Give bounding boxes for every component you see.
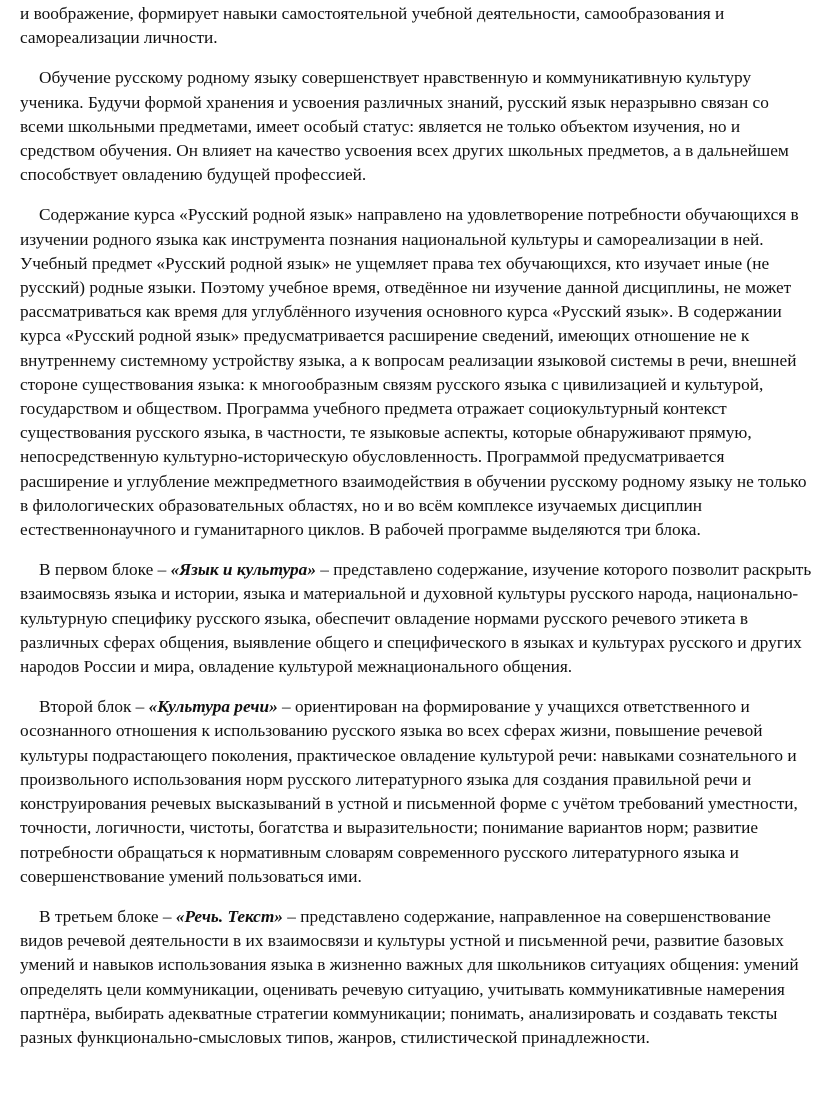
paragraph-block-one [20, 558, 812, 679]
block-two-text: – ориентирован на формирование у учащихся ответственного и осознанного отношения к использованию русского языка во всех сферах жизни, повышение речевой культуры подрастающего поколения, практическое овладение культурой речи: навыками сознательного и произвольного использования норм русского литературного языка для создания правильной речи и конструирования речевых высказываний в устной и письменной форме с учётом требований уместности, точности, логичности, чистоты, богатства и выразительности; понимание вариантов норм; развитие потребности обращаться к нормативным словарям современного русского литературного языка и совершенствование умений пользоваться ими. [20, 697, 798, 886]
document-page [20, 2, 812, 1050]
block-one-title: «Язык и культура» [170, 560, 316, 580]
block-three-intro: В третьем блоке – [39, 906, 176, 926]
block-three-title: «Речь. Текст» [175, 906, 283, 926]
paragraph-block-three [20, 905, 812, 1050]
block-one-text: – представлено содержание, изучение которого позволит раскрыть взаимосвязь языка и истории, языка и материальной и духовной культуры русского народа, национально-культурную специфику русского языка, обеспечит овладение нормами русского речевого этикета в различных сферах общения, выявление общего и специфического в языках и культурах русского и других народов России и мира, овладение культурой межнационального общения. [20, 560, 812, 677]
paragraph-continuation: и воображение, формирует навыки самостоятельной учебной деятельности, самообразования и самореализации личности. [20, 4, 725, 48]
paragraph-block-two [20, 695, 812, 889]
block-two-title: «Культура речи» [148, 697, 278, 717]
block-one-intro: В первом блоке – [39, 560, 171, 580]
paragraph-native-language-role: Обучение русскому родному языку совершенствует нравственную и коммуникативную культуру ученика. Будучи формой хранения и усвоения различных знаний, русский язык неразрывно связан со всеми школьными предметами, имеет особый статус: является не только объектом изучения, но и средством обучения. Он влияет на качество усвоения всех других школьных предметов, а в дальнейшем способствует овладению будущей профессией. [20, 68, 789, 185]
block-three-text: – представлено содержание, направленное на совершенствование видов речевой деятельности в их взаимосвязи и культуры устной и письменной речи, развитие базовых умений и навыков использования языка в жизненно важных для школьников ситуациях общения: умений определять цели коммуникации, оценивать речевую ситуацию, учитывать коммуникативные намерения партнёра, выбирать адекватные стратегии коммуникации; понимать, анализировать и создавать тексты разных функционально-смысловых типов, жанров, стилистической принадлежности. [20, 906, 799, 1047]
paragraph-course-content: Содержание курса «Русский родной язык» направлено на удовлетворение потребности обучающихся в изучении родного языка как инструмента познания национальной культуры и самореализации в ней. Учебный предмет «Русский родной язык» не ущемляет права тех обучающихся, кто изучает иные (не русский) родные языки. Поэтому учебное время, отведённое ни изучение данной дисциплины, не может рассматриваться как время для углублённого изучения основного курса «Русский язык». В содержании курса «Русский родной язык» предусматривается расширение сведений, имеющих отношение не к внутреннему системному устройству языка, а к вопросам реализации языковой системы в речи, внешней стороне существования языка: к многообразным связям русского языка с цивилизацией и культурой, государством и обществом. Программа учебного предмета отражает социокультурный контекст существования русского языка, в частности, те языковые аспекты, которые обнаруживают прямую, непосредственную культурно-историческую обусловленность. Программой предусматривается расширение и углубление межпредметного взаимодействия в обучении русскому родному языку не только в филологических образовательных областях, но и во всём комплексе изучаемых дисциплин естественнонаучного и гуманитарного циклов. В рабочей программе выделяются три блока. [20, 205, 807, 540]
block-two-intro: Второй блок – [39, 697, 149, 717]
